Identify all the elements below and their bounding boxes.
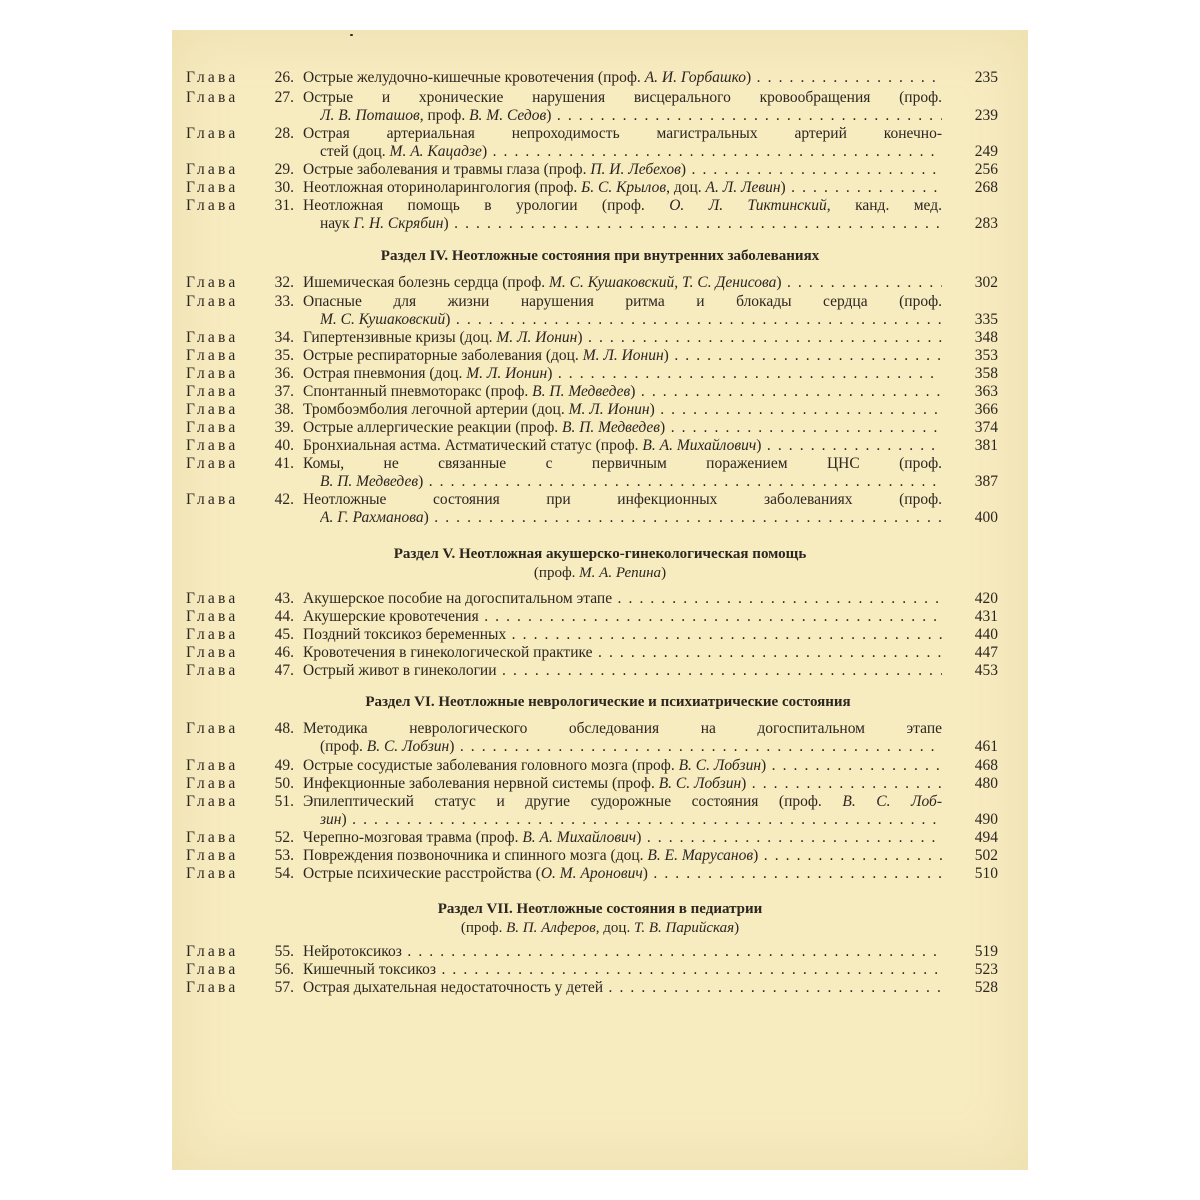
title-text: ) (753, 847, 759, 864)
chapter-title (303, 179, 942, 197)
chapter-number: 35. (274, 347, 294, 364)
book-page (172, 30, 1028, 1170)
title-text: ) (418, 473, 424, 490)
title-text: ) (445, 311, 451, 328)
page-number: 528 (974, 979, 998, 996)
chapter-number: 46. (274, 644, 294, 661)
title-text: Неотложная помощь в урологии (проф. (303, 197, 670, 214)
chapter-number: 38. (274, 401, 294, 418)
title-text: Кровотечения в гинекологической практике (303, 644, 593, 661)
chapter-title (303, 347, 942, 365)
section-authors (172, 919, 1028, 938)
chapter-number: 44. (274, 608, 294, 625)
title-text: ) (630, 383, 636, 400)
chapter-label: Глава (186, 125, 239, 142)
author-name: Т. В. Парийская (633, 920, 735, 936)
page-number: 519 (974, 943, 998, 960)
chapter-label: Глава (186, 590, 239, 607)
chapter-number: 29. (274, 161, 294, 178)
author-name: В. Е. Марусанов (647, 847, 754, 864)
title-text: Повреждения позвоночника и спинного мозга (доц. (303, 847, 648, 864)
chapter-label: Глава (186, 161, 239, 178)
chapter-number: 51. (274, 793, 294, 810)
title-text: Инфекционные заболевания нервной системы (проф. (303, 775, 659, 792)
chapter-number: 27. (274, 89, 294, 106)
chapter-number: 30. (274, 179, 294, 196)
page-number: 480 (974, 775, 998, 792)
chapter-label: Глава (186, 626, 239, 643)
chapter-number: 50. (274, 775, 294, 792)
page-number: 502 (974, 847, 998, 864)
page-number: 235 (974, 69, 998, 86)
chapter-label: Глава (186, 179, 239, 196)
title-text: Острые сосудистые заболевания головного мозга (проф. (303, 757, 679, 774)
chapter-number: 49. (274, 757, 294, 774)
author-name: В. А. Михайлович (522, 829, 637, 846)
title-text: , доц. (666, 179, 706, 196)
title-text: Острая артериальная непроходимость магистральных артерий конечно- (303, 125, 942, 142)
title-text: Острый живот в гинекологии (303, 662, 497, 679)
page-number: 239 (974, 107, 998, 124)
chapter-number: 55. (274, 943, 294, 960)
title-text: ) (776, 274, 782, 291)
chapter-number: 33. (274, 293, 294, 310)
title-text: ) (642, 865, 648, 882)
author-name: В. С. Лобзин (658, 775, 742, 792)
title-text: Ишемическая болезнь сердца (проф. (303, 274, 550, 291)
title-text: Черепно-мозговая травма (проф. (303, 829, 523, 846)
chapter-label: Глава (186, 793, 239, 810)
chapter-number: 52. (274, 829, 294, 846)
chapter-title-continuation (320, 473, 942, 491)
chapter-label: Глава (186, 329, 239, 346)
author-name: зин (320, 811, 342, 828)
author-name: В. М. Седов (469, 107, 547, 124)
title-text: ) (680, 161, 687, 178)
title-text: Острые заболевания и травмы глаза (проф. (303, 161, 591, 178)
page-number: 461 (974, 738, 998, 755)
title-text: Кишечный токсикоз (303, 961, 436, 978)
chapter-title (303, 590, 942, 608)
title-text: Острая дыхательная недостаточность у детей (303, 979, 604, 996)
page-number: 249 (974, 143, 998, 160)
title-text: Острая пневмония (доц. (303, 365, 467, 382)
author-name: В. П. Алферов (506, 920, 596, 936)
page-number: 335 (974, 311, 998, 328)
author-prefix: (проф. (533, 565, 580, 581)
author-suffix: ) (661, 565, 667, 581)
chapter-title (303, 847, 942, 865)
chapter-title (303, 329, 942, 347)
page-number: 523 (974, 961, 998, 978)
chapter-label: Глава (186, 847, 239, 864)
title-text: Эпилептический статус и другие судорожные состояния (проф. (303, 793, 843, 810)
title-text: ) (423, 509, 429, 526)
chapter-number: 40. (274, 437, 294, 454)
title-text: ) (741, 775, 747, 792)
title-text: Опасные для жизни нарушения ритма и блокады сердца (проф. (303, 293, 942, 310)
page-number: 366 (974, 401, 998, 418)
title-text: ) (660, 419, 666, 436)
chapter-title (303, 293, 942, 311)
chapter-title (303, 775, 942, 793)
chapter-label: Глава (186, 197, 239, 214)
author-name: В. П. Медведев (532, 383, 631, 400)
page-number: 363 (974, 383, 998, 400)
chapter-title (303, 829, 942, 847)
author-name: В. П. Медведев (320, 473, 419, 490)
chapter-label: Глава (186, 293, 239, 310)
chapter-number: 31. (274, 197, 294, 214)
section-heading (180, 693, 1036, 712)
chapter-label: Глава (186, 775, 239, 792)
chapter-title-continuation (320, 143, 942, 161)
page-number: 381 (974, 437, 998, 454)
chapter-number: 56. (274, 961, 294, 978)
title-text: наук (320, 215, 354, 232)
chapter-title (303, 608, 942, 626)
author-name: М. Л. Ионин (582, 347, 664, 364)
chapter-label: Глава (186, 720, 239, 737)
chapter-title (303, 626, 942, 644)
title-text: ) (481, 143, 488, 160)
chapter-label: Глава (186, 662, 239, 679)
table-of-contents (172, 30, 1028, 1170)
title-text: ) (649, 401, 655, 418)
chapter-label: Глава (186, 274, 239, 291)
title-text: Острые желудочно-кишечные кровотечения (проф. (303, 69, 645, 86)
chapter-title (303, 365, 942, 383)
chapter-label: Глава (186, 608, 239, 625)
chapter-title (303, 455, 942, 473)
section-heading (172, 900, 1028, 938)
section-title: Раздел V. Неотложная акушерско-гинекологическая помощь (393, 546, 807, 562)
chapter-number: 41. (274, 455, 294, 472)
page-number: 387 (974, 473, 998, 490)
chapter-label: Глава (186, 865, 239, 882)
author-name: М. Л. Ионин (496, 329, 578, 346)
author-name: П. И. Лебехов (590, 161, 681, 178)
chapter-title-continuation (320, 738, 942, 756)
author-name: А. И. Горбашко (644, 69, 747, 86)
chapter-title-continuation (320, 509, 942, 527)
chapter-label: Глава (186, 401, 239, 418)
title-text: ) (663, 347, 669, 364)
chapter-number: 45. (274, 626, 294, 643)
title-text: Спонтанный пневмоторакс (проф. (303, 383, 533, 400)
title-text: ) (341, 811, 347, 828)
title-text: , канд. мед. (826, 197, 942, 214)
chapter-number: 57. (274, 979, 294, 996)
chapter-title-continuation (320, 107, 942, 125)
author-name: М. А. Кацадзе (389, 143, 482, 160)
chapter-title-continuation (320, 215, 942, 233)
chapter-number: 53. (274, 847, 294, 864)
title-text: Комы, не связанные с первичным поражением ЦНС (проф. (303, 455, 942, 472)
chapter-number: 47. (274, 662, 294, 679)
page-number: 302 (974, 274, 998, 291)
title-text: ) (577, 329, 583, 346)
author-name: О. М. Аронович (540, 865, 643, 882)
section-title: Раздел IV. Неотложные состояния при внутренних заболеваниях (380, 248, 820, 264)
author-name: В. А. Михайлович (642, 437, 757, 454)
chapter-number: 34. (274, 329, 294, 346)
chapter-title (303, 865, 942, 883)
title-text: Гипертензивные кризы (доц. (303, 329, 497, 346)
chapter-title (303, 69, 942, 87)
author-name: В. С. Лоб- (842, 793, 942, 810)
author-separator: , доц. (595, 920, 634, 936)
title-text: ) (761, 757, 767, 774)
chapter-number: 36. (274, 365, 294, 382)
page-number: 468 (974, 757, 998, 774)
title-text: , проф. (419, 107, 470, 124)
chapter-label: Глава (186, 347, 239, 364)
chapter-number: 39. (274, 419, 294, 436)
page-number: 431 (974, 608, 998, 625)
chapter-title (303, 419, 942, 437)
chapter-label: Глава (186, 757, 239, 774)
title-text: ) (636, 829, 642, 846)
page-number: 510 (974, 865, 998, 882)
title-text: Неотложная оториноларингология (проф. (303, 179, 582, 196)
author-name: В. С. Лобзин (366, 738, 450, 755)
section-heading (172, 247, 1028, 266)
chapter-number: 48. (274, 720, 294, 737)
author-name: М. Л. Ионин (568, 401, 650, 418)
chapter-label: Глава (186, 89, 239, 106)
author-name: А. Г. Рахманова (320, 509, 424, 526)
chapter-title (303, 961, 942, 979)
page-number: 447 (974, 644, 998, 661)
title-text: Бронхиальная астма. Астматический статус (проф. (303, 437, 643, 454)
chapter-title (303, 491, 942, 509)
title-text: Острые и хронические нарушения висцерального кровообращения (проф. (303, 89, 942, 106)
chapter-label: Глава (186, 383, 239, 400)
chapter-title (303, 662, 942, 680)
chapter-label: Глава (186, 943, 239, 960)
chapter-title (303, 89, 942, 107)
title-text: Акушерское пособие на догоспитальном этапе (303, 590, 613, 607)
chapter-number: 28. (274, 125, 294, 142)
title-text: Тромбоэмболия легочной артерии (доц. (303, 401, 569, 418)
page-number: 256 (974, 161, 998, 178)
section-title: Раздел VII. Неотложные состояния в педиатрии (437, 901, 763, 917)
chapter-title (303, 943, 942, 961)
chapter-label: Глава (186, 365, 239, 382)
chapter-label: Глава (186, 491, 239, 508)
title-text: ) (746, 69, 752, 86)
page-number: 374 (974, 419, 998, 436)
author-name: М. Л. Ионин (466, 365, 548, 382)
chapter-label: Глава (186, 829, 239, 846)
chapter-label: Глава (186, 69, 239, 86)
title-text: Нейротоксикоз (303, 943, 402, 960)
page-number: 494 (974, 829, 998, 846)
page-number: 440 (974, 626, 998, 643)
chapter-title (303, 757, 942, 775)
section-title: Раздел VI. Неотложные неврологические и психиатрические состояния (365, 694, 851, 710)
title-text: (проф. (320, 738, 367, 755)
chapter-title (303, 401, 942, 419)
author-name: М. С. Кушаковский, Т. С. Денисова (549, 274, 777, 291)
title-text: Острые аллергические реакции (проф. (303, 419, 562, 436)
title-text: Неотложные состояния при инфекционных заболеваниях (проф. (303, 491, 942, 508)
title-text: Акушерские кровотечения (303, 608, 479, 625)
chapter-title (303, 125, 942, 143)
chapter-number: 43. (274, 590, 294, 607)
author-name: В. П. Медведев (561, 419, 661, 436)
chapter-title-continuation (320, 811, 942, 829)
title-text: ) (449, 738, 455, 755)
title-text: ) (443, 215, 449, 232)
author-name: Б. С. Крылов (581, 179, 667, 196)
page-number: 453 (974, 662, 998, 679)
chapter-number: 37. (274, 383, 294, 400)
chapter-title (303, 793, 942, 811)
author-prefix: (проф. (460, 920, 507, 936)
chapter-label: Глава (186, 979, 239, 996)
title-text: Острые психические расстройства ( (303, 865, 541, 882)
chapter-title (303, 720, 942, 738)
author-name: Г. Н. Скрябин (353, 215, 444, 232)
title-text: Методика неврологического обследования на догоспитальном этапе (303, 720, 942, 737)
page-number: 358 (974, 365, 998, 382)
page-number: 400 (974, 509, 998, 526)
page-number: 420 (974, 590, 998, 607)
chapter-title (303, 644, 942, 662)
chapter-label: Глава (186, 437, 239, 454)
chapter-title (303, 197, 942, 215)
chapter-title (303, 437, 942, 455)
page-number: 283 (974, 215, 998, 232)
chapter-number: 54. (274, 865, 294, 882)
title-text: Поздний токсикоз беременных (303, 626, 507, 643)
title-text: Острые респираторные заболевания (доц. (303, 347, 583, 364)
author-name: М. А. Репина (579, 565, 662, 581)
title-text: ) (780, 179, 786, 196)
section-heading (172, 545, 1028, 583)
chapter-title (303, 383, 942, 401)
chapter-number: 32. (274, 274, 294, 291)
page-number: 348 (974, 329, 998, 346)
author-suffix: ) (734, 920, 740, 936)
chapter-title (303, 274, 942, 292)
chapter-number: 26. (274, 69, 294, 86)
page-number: 353 (974, 347, 998, 364)
section-authors (172, 564, 1028, 583)
author-name: В. С. Лобзин (678, 757, 762, 774)
chapter-label: Глава (186, 961, 239, 978)
chapter-title (303, 161, 942, 179)
chapter-label: Глава (186, 419, 239, 436)
page-number: 490 (974, 811, 998, 828)
title-text: ) (546, 107, 552, 124)
chapter-label: Глава (186, 644, 239, 661)
title-text: ) (547, 365, 553, 382)
author-name: Л. В. Поташов (320, 107, 420, 124)
page-number: 268 (974, 179, 998, 196)
title-text: ) (756, 437, 762, 454)
author-name: М. С. Кушаковский (320, 311, 446, 328)
author-name: А. Л. Левин (705, 179, 781, 196)
chapter-label: Глава (186, 455, 239, 472)
author-name: О. Л. Тиктинский (669, 197, 827, 214)
title-text: стей (доц. (320, 143, 390, 160)
chapter-number: 42. (274, 491, 294, 508)
chapter-title-continuation (320, 311, 942, 329)
chapter-title (303, 979, 942, 997)
